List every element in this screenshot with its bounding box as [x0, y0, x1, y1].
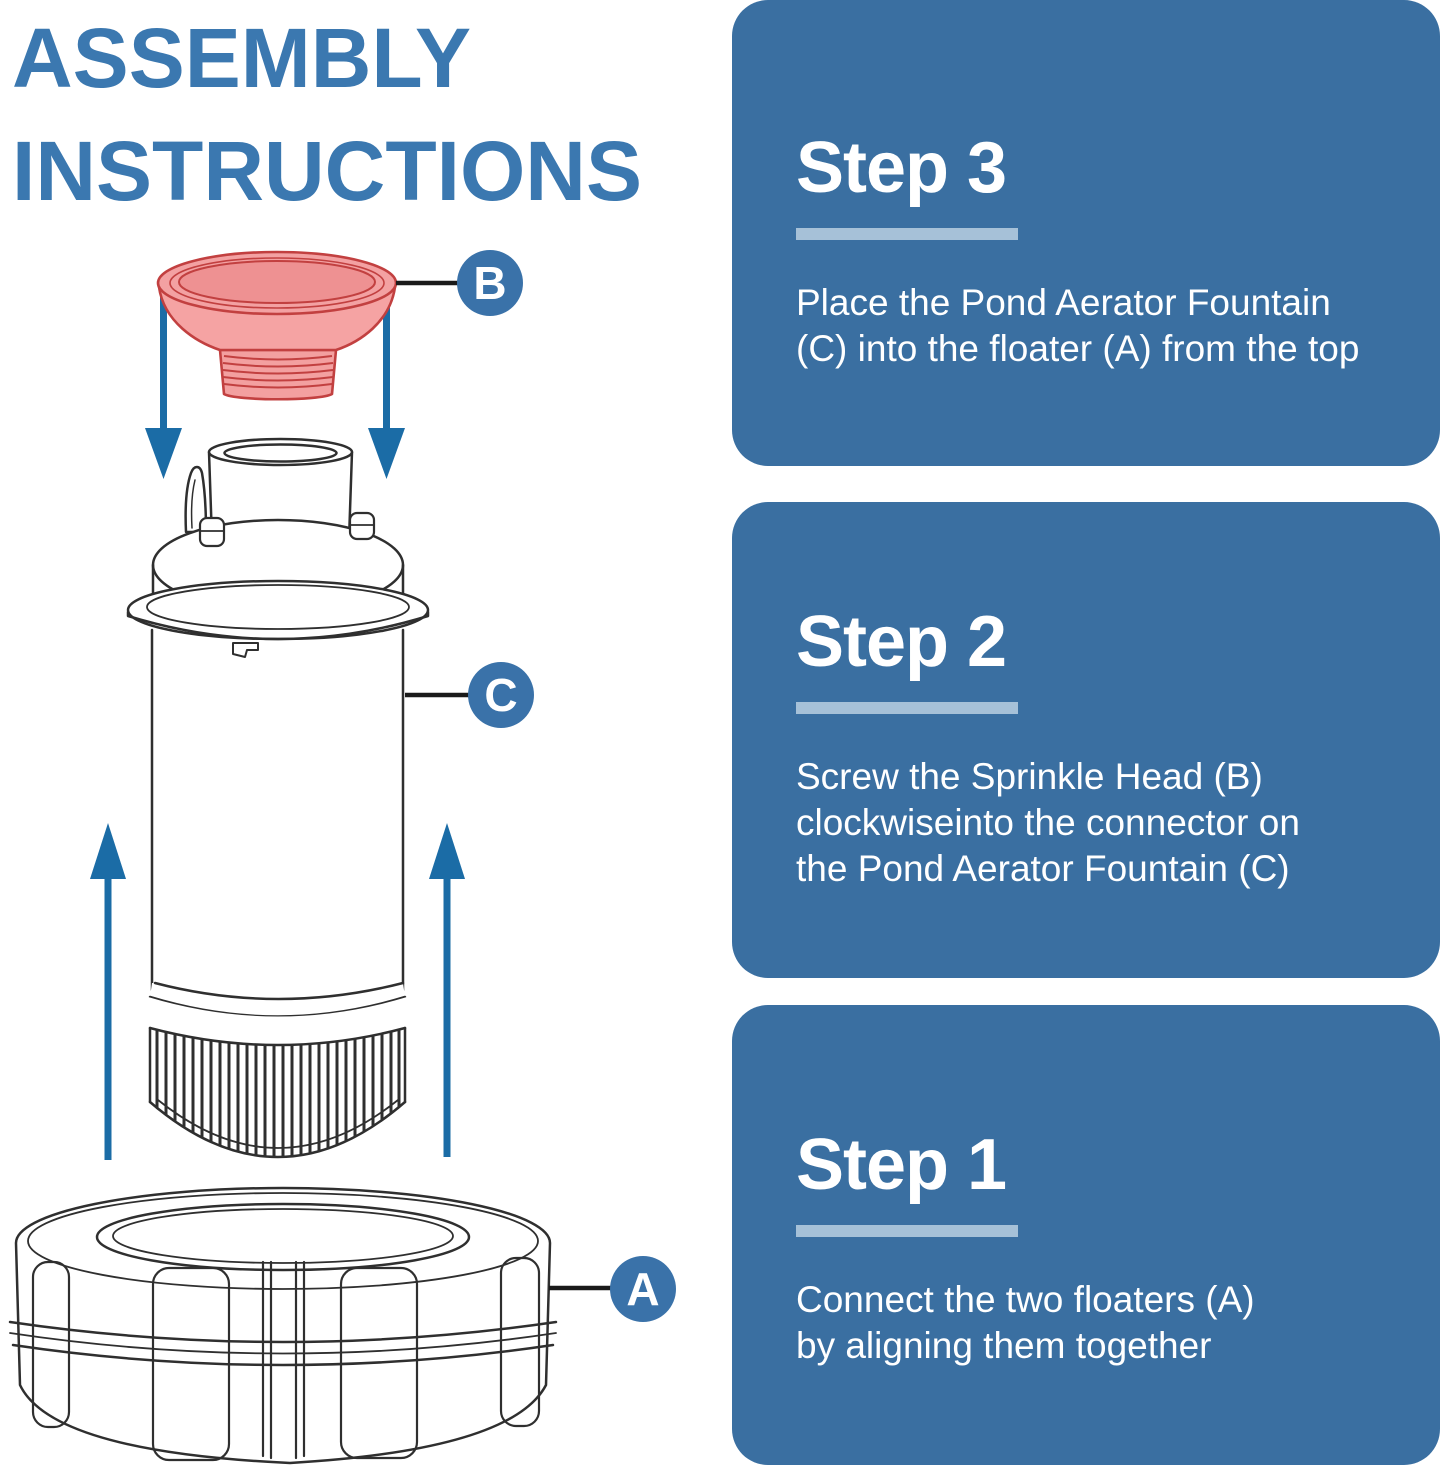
step-1-heading: Step 1 — [796, 1125, 1007, 1205]
page-title-line2: INSTRUCTIONS — [12, 124, 642, 218]
step-1-panel — [732, 1005, 1440, 1465]
up-arrow-left-icon — [90, 823, 126, 1160]
floater-drawing — [10, 1188, 556, 1463]
pump-drawing — [128, 439, 428, 1185]
label-a-badge — [610, 1256, 676, 1322]
step-3-heading: Step 3 — [796, 128, 1007, 208]
label-a-letter: A — [626, 1263, 660, 1315]
step-1-underline — [796, 1225, 1018, 1237]
step-1-body-line1: Connect the two floaters (A) — [796, 1279, 1255, 1320]
step-3-body-line2: (C) into the floater (A) from the top — [796, 328, 1360, 369]
step-3-underline — [796, 228, 1018, 240]
step-2-heading: Step 2 — [796, 602, 1007, 682]
sprinkle-head-drawing — [158, 252, 396, 399]
step-1-body — [796, 1277, 1410, 1369]
step-1-body-line2: by aligning them together — [796, 1325, 1212, 1366]
label-b-badge — [457, 250, 523, 316]
step-3-panel — [732, 0, 1440, 466]
step-3-body — [796, 280, 1410, 372]
label-b-letter: B — [473, 257, 507, 309]
step-2-panel — [732, 502, 1440, 978]
step-2-body-line1: Screw the Sprinkle Head (B) — [796, 756, 1263, 797]
step-2-body-line3: the Pond Aerator Fountain (C) — [796, 848, 1290, 889]
label-c-letter: C — [484, 669, 518, 721]
step-3-body-line1: Place the Pond Aerator Fountain — [796, 282, 1331, 323]
label-c-badge — [468, 662, 534, 728]
step-2-body — [796, 754, 1410, 892]
step-2-underline — [796, 702, 1018, 714]
page-title-line1: ASSEMBLY — [12, 11, 472, 105]
up-arrow-right-icon — [429, 823, 465, 1157]
step-2-body-line2: clockwiseinto the connector on — [796, 802, 1300, 843]
